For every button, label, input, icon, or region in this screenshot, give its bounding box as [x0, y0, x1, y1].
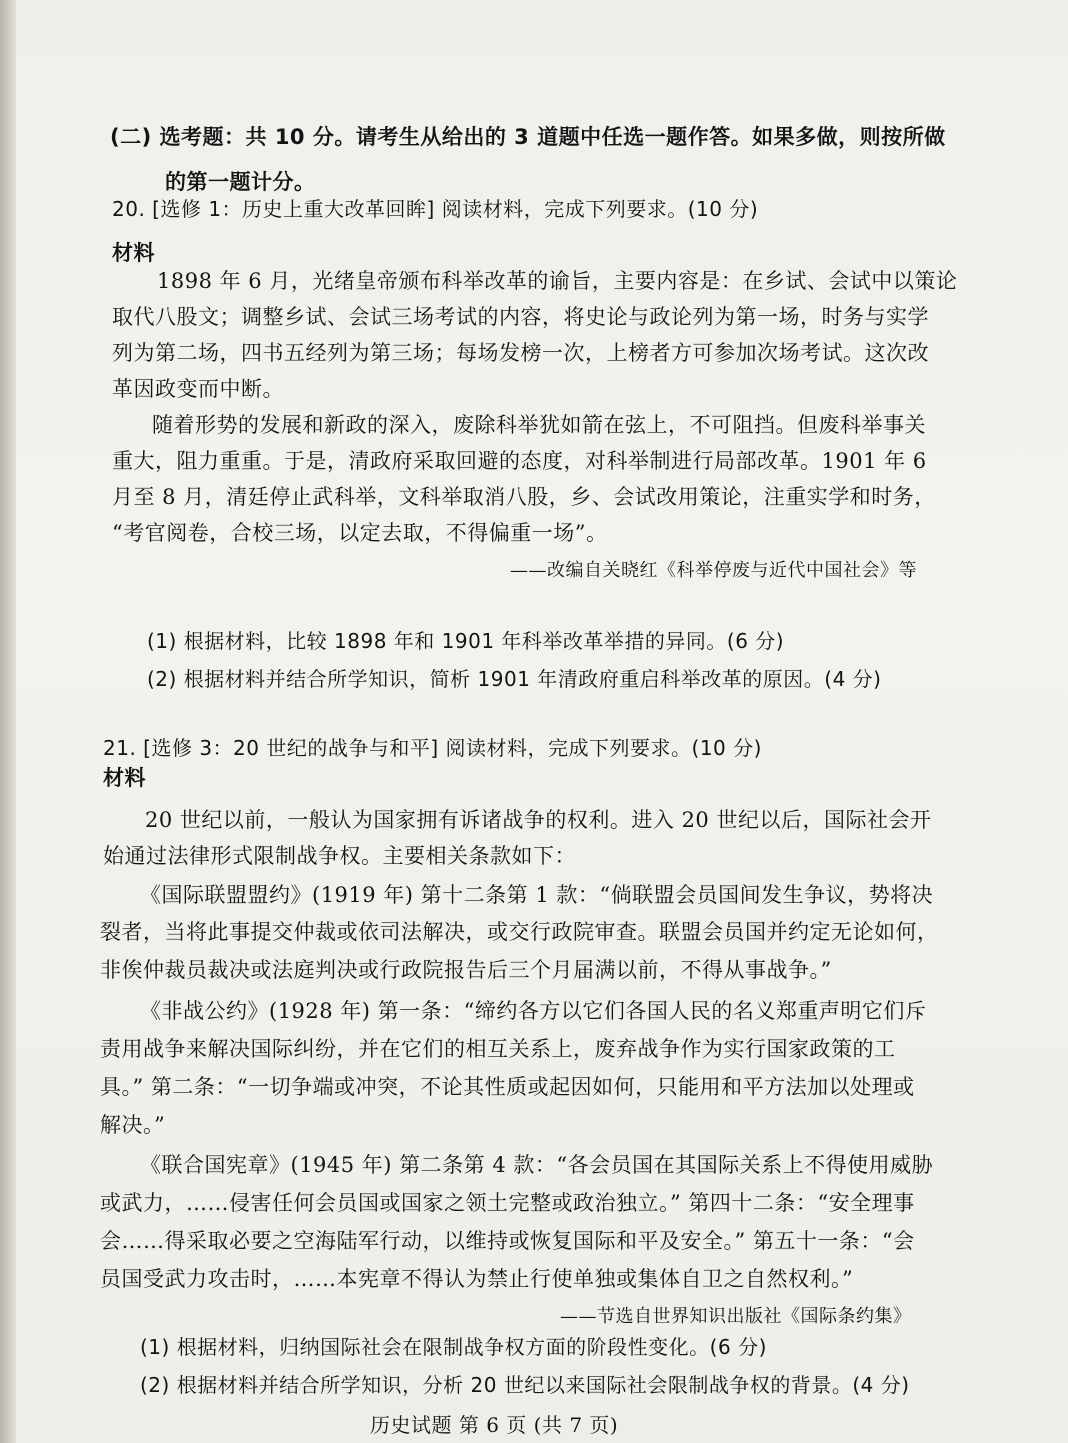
q21-material-line: 《非战公约》(1928 年) 第一条：“缔约各方以它们各国人民的名义郑重声明它们斥: [140, 999, 927, 1023]
q21-material-line: 始通过法律形式限制战争权。主要相关条款如下：: [103, 844, 576, 868]
q20-material-line: 1898 年 6 月，光绪皇帝颁布科举改革的谕旨，主要内容是：在乡试、会试中以策论: [157, 269, 958, 293]
q21-material-line: 裂者，当将此事提交仲裁或依司法解决，或交行政院审查。联盟会员国并约定无论如何，: [100, 920, 939, 944]
q21-material-line: 《国际联盟盟约》(1919 年) 第十二条第 1 款：“倘联盟会员国间发生争议，势将决: [140, 883, 934, 907]
q21-material-label: 材料: [103, 766, 146, 790]
q21-subquestion-1: (1) 根据材料，归纳国际社会在限制战争权方面的阶段性变化。(6 分): [140, 1335, 767, 1359]
q21-material-line: 非俟仲裁员裁决或法庭判决或行政院报告后三个月届满以前，不得从事战争。”: [100, 958, 832, 982]
q20-material-label: 材料: [112, 241, 155, 265]
q21-material-line: 会……得采取必要之空海陆军行动，以维持或恢复国际和平及安全。” 第五十一条：“会: [100, 1229, 915, 1253]
q20-material-line: 取代八股文；调整乡试、会试三场考试的内容，将史论与政论列为第一场，时务与实学: [112, 305, 929, 329]
q21-material-line: 或武力，……侵害任何会员国或国家之领土完整或政治独立。” 第四十二条：“安全理事: [100, 1191, 915, 1215]
q20-material-line: 随着形势的发展和新政的深入，废除科举犹如箭在弦上，不可阻挡。但废科举事关: [152, 413, 926, 437]
q21-material-line: 《联合国宪章》(1945 年) 第二条第 4 款：“各会员国在其国际关系上不得使用威胁: [140, 1153, 934, 1177]
q21-source: ——节选自世界知识出版社《国际条约集》: [560, 1306, 912, 1327]
q21-subquestion-2: (2) 根据材料并结合所学知识，分析 20 世纪以来国际社会限制战争权的背景。(4 分): [140, 1373, 910, 1397]
page-edge-shadow: [0, 0, 16, 1443]
q20-subquestion-1: (1) 根据材料，比较 1898 年和 1901 年科举改革举措的异同。(6 分): [147, 629, 785, 653]
q21-material-line: 解决。”: [100, 1113, 166, 1137]
q21-title: 21. [选修 3：20 世纪的战争与和平] 阅读材料，完成下列要求。(10 分): [103, 736, 762, 760]
q20-subquestion-2: (2) 根据材料并结合所学知识，简析 1901 年清政府重启科举改革的原因。(4 分): [147, 667, 882, 691]
q21-material-line: 责用战争来解决国际纠纷，并在它们的相互关系上，废弃战争作为实行国家政策的工: [100, 1037, 896, 1061]
q21-material-line: 20 世纪以前，一般认为国家拥有诉诸战争的权利。进入 20 世纪以后，国际社会开: [145, 808, 932, 832]
q21-material-line: 具。” 第二条：“一切争端或冲突，不论其性质或起因如何，只能用和平方法加以处理或: [100, 1075, 915, 1099]
q20-material-line: 月至 8 月，清廷停止武科举，文科举取消八股，乡、会试改用策论，注重实学和时务，: [112, 485, 936, 509]
q20-source: ——改编自关晓红《科举停废与近代中国社会》等: [510, 560, 917, 581]
q21-material-line: 员国受武力攻击时，……本宪章不得认为禁止行使单独或集体自卫之自然权利。”: [100, 1267, 854, 1291]
section-heading-cont: 的第一题计分。: [165, 170, 316, 194]
q20-material-line: “考官阅卷，合校三场，以定去取，不得偏重一场”。: [112, 521, 608, 545]
q20-material-line: 革因政变而中断。: [112, 377, 284, 401]
page-footer: 历史试题 第 6 页 (共 7 页): [370, 1413, 619, 1437]
q20-material-line: 列为第二场，四书五经列为第三场；每场发榜一次，上榜者方可参加次场考试。这次改: [112, 341, 929, 365]
q20-material-line: 重大，阻力重重。于是，清政府采取回避的态度，对科举制进行局部改革。1901 年 6: [112, 449, 927, 473]
section-heading: (二) 选考题：共 10 分。请考生从给出的 3 道题中任选一题作答。如果多做，则按所做: [110, 125, 946, 149]
q20-title: 20. [选修 1：历史上重大改革回眸] 阅读材料，完成下列要求。(10 分): [112, 197, 759, 221]
